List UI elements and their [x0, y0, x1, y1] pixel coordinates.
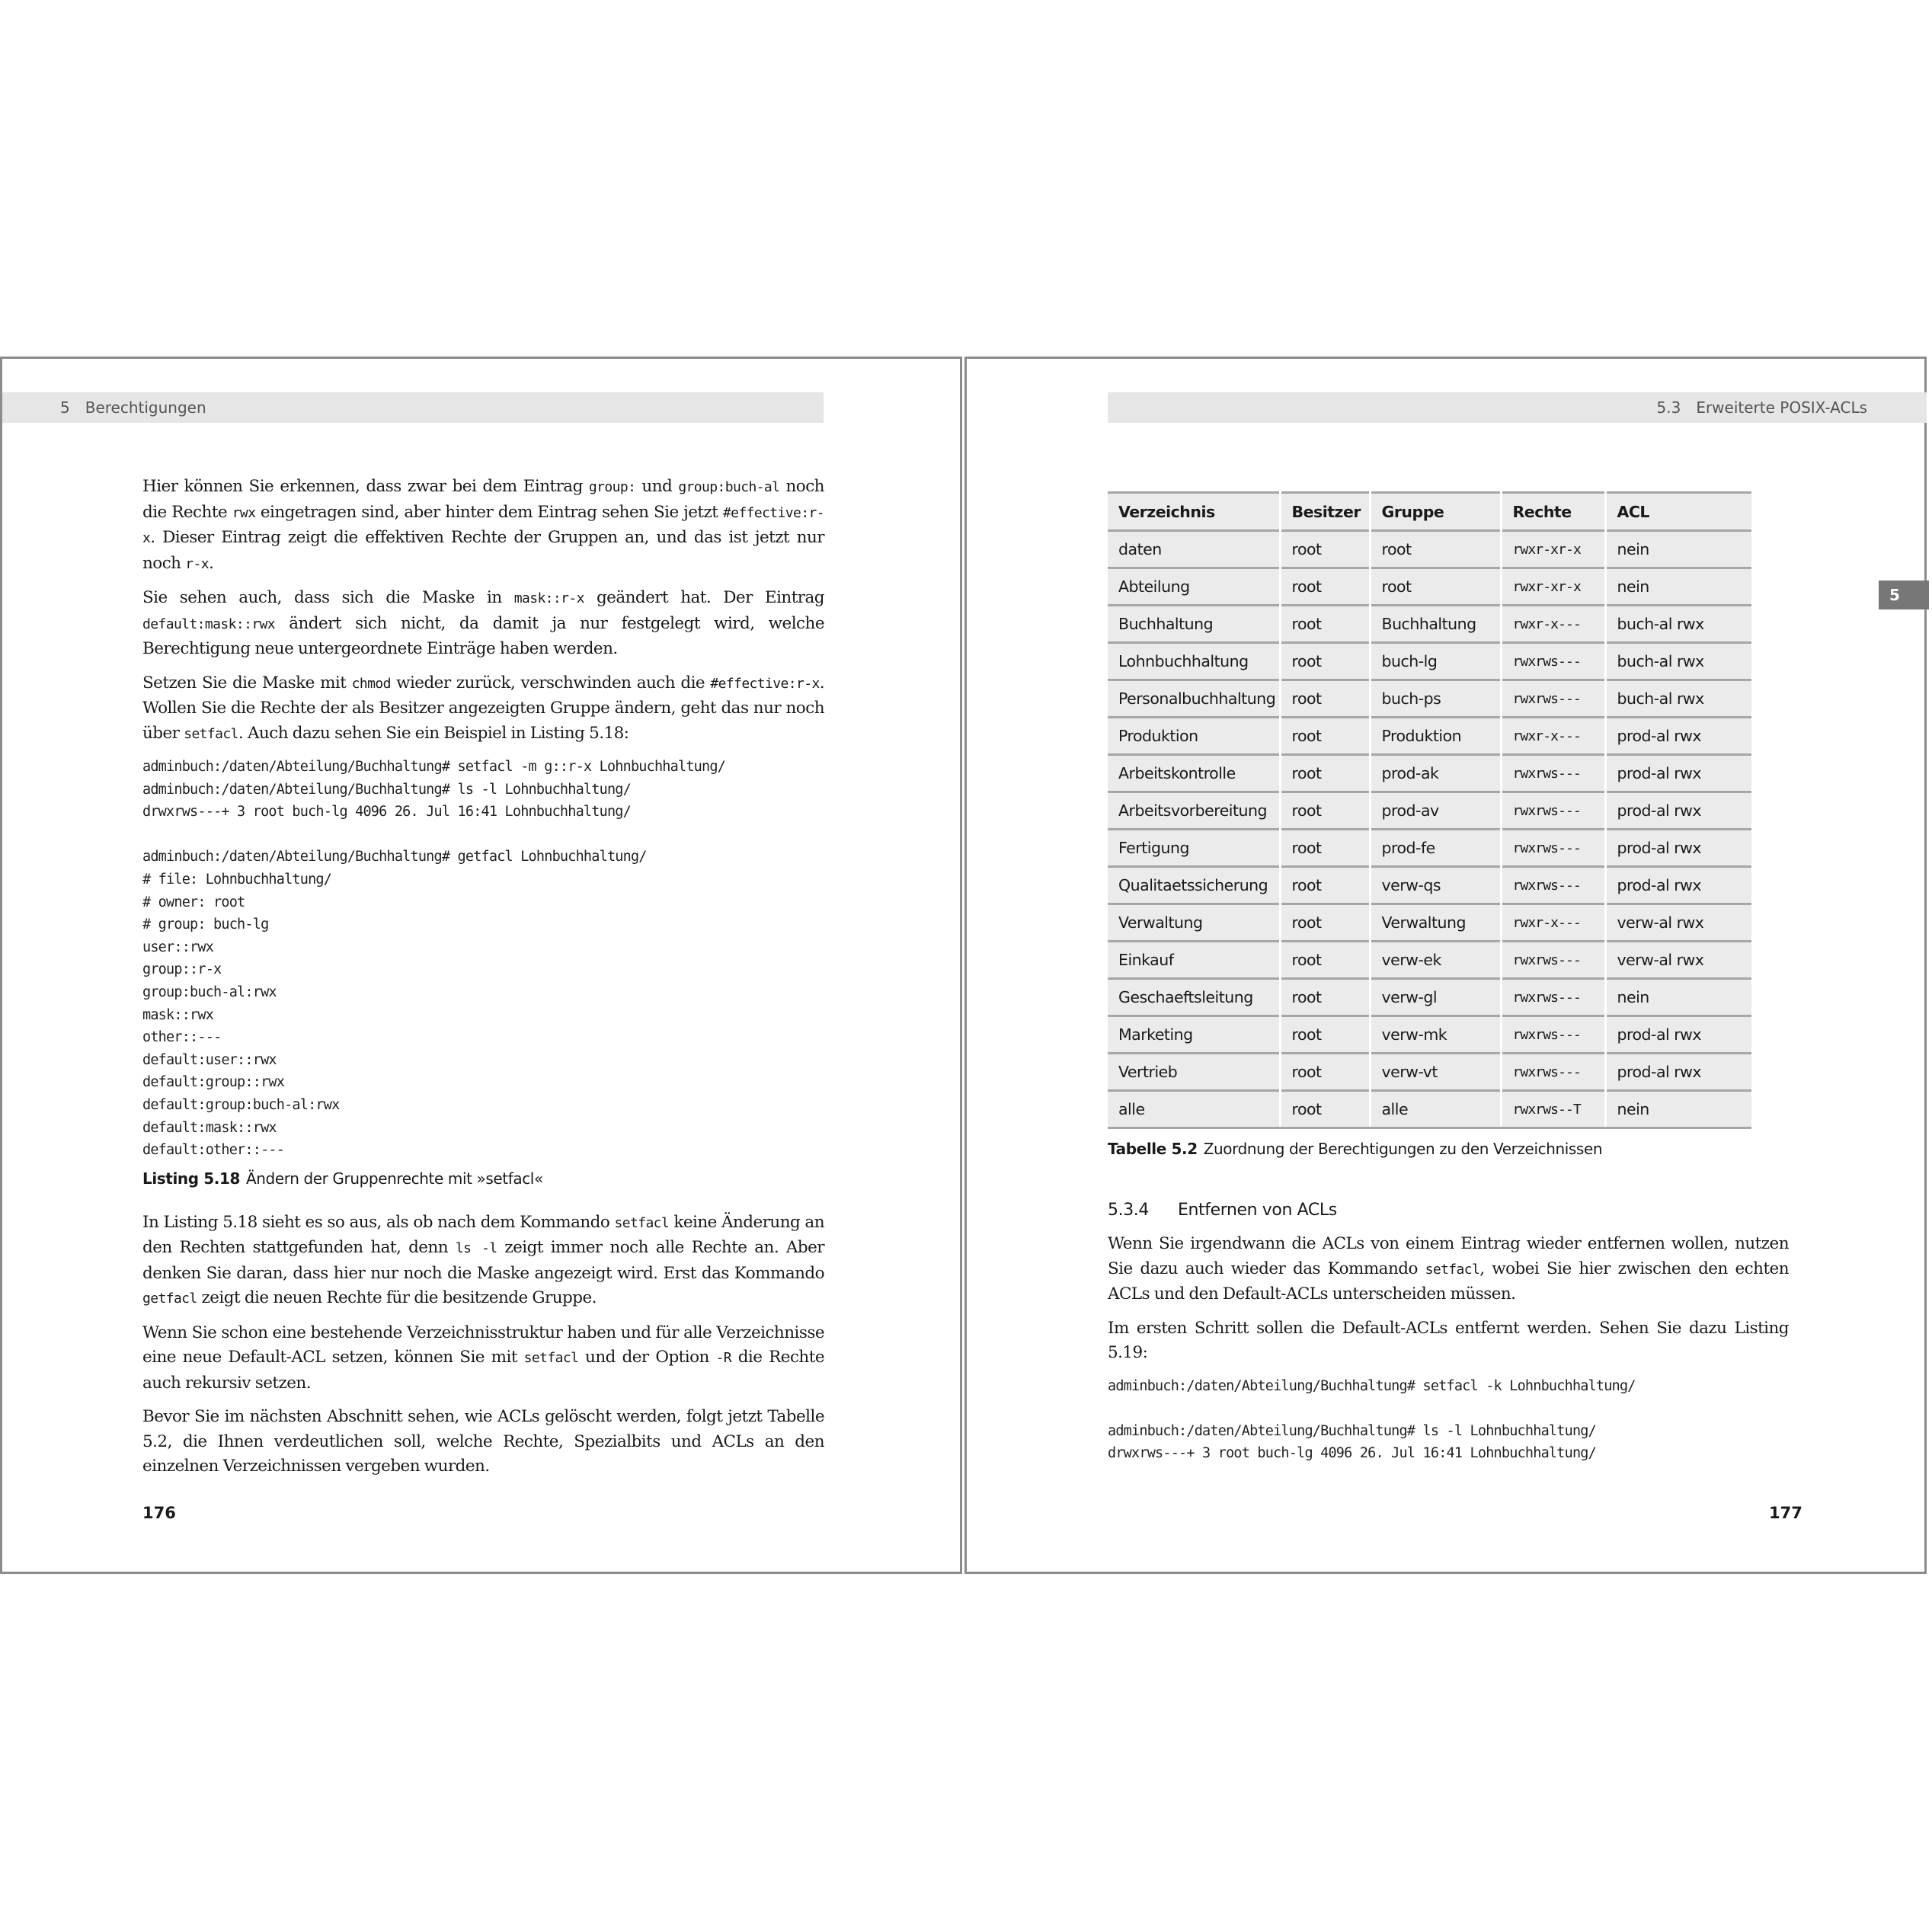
- table-cell: Produktion: [1108, 718, 1280, 755]
- table-cell: Verwaltung: [1108, 904, 1280, 942]
- table-cell: Abteilung: [1108, 568, 1280, 606]
- table-cell: root: [1370, 568, 1501, 606]
- caption-text: Ändern der Gruppenrechte mit »setfacl«: [245, 1169, 543, 1188]
- table-cell: Fertigung: [1108, 830, 1280, 867]
- running-head: [2, 392, 824, 423]
- caption-label: Listing 5.18: [142, 1169, 240, 1188]
- table-header-cell: ACL: [1605, 493, 1751, 531]
- table-cell: root: [1280, 755, 1370, 792]
- table-cell: Arbeitsvorbereitung: [1108, 792, 1280, 830]
- code-listing: adminbuch:/daten/Abteilung/Buchhaltung# setfacl -m g::r-x Lohnbuchhaltung/ adminbuch:/daten/Abteilung/Buchhaltung# ls -l Lohnbuchhaltung/ drwxrws---+ 3 root buch-lg 4096 26. Jul 16:41 Lohnbuchhaltung/ adminbuch:/daten/Abteilung/Buchhaltung# getfacl Lohnbuchhaltung/ # file: Lohnbuchhaltung/ # owner: root # group: buch-lg user::rwx group::r-x group:buch-al:rwx mask::rwx other::--- default:user::rwx default:group::rwx default:group:buch-al:rwx default:mask::rwx default:other::---: [142, 759, 726, 1159]
- table-cell: prod-av: [1370, 792, 1501, 830]
- table-cell: rwxr-xr-x: [1501, 531, 1605, 568]
- table-cell: root: [1280, 606, 1370, 643]
- table-cell: rwxr-xr-x: [1501, 568, 1605, 606]
- table-cell: nein: [1605, 531, 1751, 568]
- table-row: [1108, 680, 1751, 718]
- table-row: [1108, 1054, 1751, 1091]
- table-cell: buch-al rwx: [1605, 680, 1751, 718]
- table-cell: Buchhaltung: [1108, 606, 1280, 643]
- right-page: [964, 357, 1927, 1574]
- table-cell: buch-al rwx: [1605, 606, 1751, 643]
- section-heading: [1108, 1201, 1789, 1220]
- table-cell: verw-al rwx: [1605, 942, 1751, 979]
- table-cell: root: [1280, 1091, 1370, 1128]
- table-row: [1108, 830, 1751, 867]
- table-header-cell: Besitzer: [1280, 493, 1370, 531]
- table-header-row: [1108, 493, 1751, 531]
- table-cell: rwxr-x---: [1501, 904, 1605, 942]
- table-row: [1108, 718, 1751, 755]
- table-cell: prod-al rwx: [1605, 792, 1751, 830]
- table-row: [1108, 606, 1751, 643]
- table-cell: root: [1280, 718, 1370, 755]
- table-cell: Buchhaltung: [1370, 606, 1501, 643]
- table-row: [1108, 867, 1751, 904]
- table-cell: Personalbuchhaltung: [1108, 680, 1280, 718]
- section-heading-number: 5.3.4: [1108, 1201, 1149, 1220]
- table-row: [1108, 1091, 1751, 1128]
- paragraph: Bevor Sie im nächsten Abschnitt sehen, wie ACLs gelöscht werden, folgt jetzt Tabelle 5.2, die Ihnen verdeutlichen soll, welche Rechte, Spezialbits und ACLs an den einzelnen Verzeichnissen vergeben wurden.: [142, 1407, 824, 1476]
- table-body: [1108, 531, 1751, 1128]
- table-cell: Produktion: [1370, 718, 1501, 755]
- table-cell: root: [1280, 792, 1370, 830]
- table-header-cell: Gruppe: [1370, 493, 1501, 531]
- table-cell: Einkauf: [1108, 942, 1280, 979]
- table-cell: rwxrws---: [1501, 680, 1605, 718]
- page-number: 176: [142, 1504, 176, 1522]
- table-cell: Arbeitskontrolle: [1108, 755, 1280, 792]
- listing-caption: [142, 1169, 824, 1188]
- table-cell: nein: [1605, 979, 1751, 1016]
- table-cell: rwxr-x---: [1501, 606, 1605, 643]
- table-caption: [1108, 1140, 1789, 1158]
- table-cell: Verwaltung: [1370, 904, 1501, 942]
- table-cell: Geschaeftsleitung: [1108, 979, 1280, 1016]
- table-cell: nein: [1605, 568, 1751, 606]
- table-cell: root: [1280, 1054, 1370, 1091]
- table-cell: Lohnbuchhaltung: [1108, 643, 1280, 680]
- table-cell: root: [1280, 643, 1370, 680]
- table-cell: prod-al rwx: [1605, 1054, 1751, 1091]
- table-cell: prod-al rwx: [1605, 718, 1751, 755]
- table-header-cell: Verzeichnis: [1108, 493, 1280, 531]
- table-cell: rwxrws---: [1501, 792, 1605, 830]
- paragraph: In Listing 5.18 sieht es so aus, als ob nach dem Kommando setfacl keine Änderung an den Rechten stattgefunden hat, denn ls -l zeigt immer noch alle Rechte an. Aber denken Sie daran, dass hier nur noch die Maske angezeigt wird. Erst das Kommando getfacl zeigt die neuen Rechte für die besitzende Gruppe.: [142, 1212, 824, 1308]
- table-cell: root: [1280, 1016, 1370, 1054]
- table-cell: nein: [1605, 1091, 1751, 1128]
- permissions-table: [1108, 491, 1751, 1129]
- table-cell: prod-al rwx: [1605, 867, 1751, 904]
- table-cell: rwxrws---: [1501, 643, 1605, 680]
- table-cell: buch-ps: [1370, 680, 1501, 718]
- table-cell: alle: [1370, 1091, 1501, 1128]
- table-cell: prod-al rwx: [1605, 830, 1751, 867]
- table-cell: verw-gl: [1370, 979, 1501, 1016]
- table-cell: root: [1280, 942, 1370, 979]
- table-cell: root: [1280, 904, 1370, 942]
- paragraph: Im ersten Schritt sollen die Default-ACLs entfernt werden. Sehen Sie dazu Listing 5.19:: [1108, 1318, 1789, 1362]
- table-row: [1108, 979, 1751, 1016]
- table-row: [1108, 531, 1751, 568]
- table-cell: verw-al rwx: [1605, 904, 1751, 942]
- table-cell: root: [1280, 680, 1370, 718]
- page-number: 177: [1769, 1504, 1802, 1522]
- table-cell: rwxrws---: [1501, 755, 1605, 792]
- paragraph: Wenn Sie irgendwann die ACLs von einem Eintrag wieder entfernen wollen, nutzen Sie dazu auch wieder das Kommando setfacl, wobei Sie hier zwischen den echten ACLs und den Default-ACLs unterscheiden müssen.: [1108, 1234, 1790, 1303]
- table-cell: root: [1280, 867, 1370, 904]
- paragraph: Hier können Sie erkennen, dass zwar bei dem Eintrag group: und group:buch-al noch die Rechte rwx eingetragen sind, aber hinter dem Eintrag sehen Sie jetzt #effective:r-x. Dieser Eintrag zeigt die effektiven Rechte der Gruppen an, und das ist jetzt nur noch r-x.: [142, 477, 824, 573]
- table-cell: root: [1280, 568, 1370, 606]
- paragraph: Setzen Sie die Maske mit chmod wieder zurück, verschwinden auch die #effective:r-x. Wollen Sie die Rechte der als Besitzer angezeigten Gruppe ändern, geht das nur noch über setfacl. Auch dazu sehen Sie ein Beispiel in Listing 5.18:: [142, 673, 824, 743]
- table-row: [1108, 643, 1751, 680]
- table-row: [1108, 942, 1751, 979]
- table-cell: verw-qs: [1370, 867, 1501, 904]
- table-cell: rwxrws---: [1501, 1054, 1605, 1091]
- table-cell: verw-vt: [1370, 1054, 1501, 1091]
- table-cell: buch-al rwx: [1605, 643, 1751, 680]
- table-cell: rwxr-x---: [1501, 718, 1605, 755]
- table-cell: rwxrws---: [1501, 867, 1605, 904]
- chapter-tab: 5: [1879, 581, 1929, 609]
- table-cell: prod-al rwx: [1605, 755, 1751, 792]
- paragraph: Sie sehen auch, dass sich die Maske in mask::r-x geändert hat. Der Eintrag default:mask::rwx ändert sich nicht, da damit ja nur festgelegt wird, welche Berechtigung neue untergeordnete Einträge haben werden.: [142, 588, 824, 658]
- table-cell: buch-lg: [1370, 643, 1501, 680]
- table-row: [1108, 792, 1751, 830]
- table-cell: rwxrws---: [1501, 979, 1605, 1016]
- table-cell: prod-ak: [1370, 755, 1501, 792]
- table-header-cell: Rechte: [1501, 493, 1605, 531]
- table-cell: verw-ek: [1370, 942, 1501, 979]
- table-cell: rwxrws--T: [1501, 1091, 1605, 1128]
- table-row: [1108, 568, 1751, 606]
- running-head: [1108, 392, 1927, 423]
- table-row: [1108, 1016, 1751, 1054]
- table-cell: root: [1280, 830, 1370, 867]
- caption-text: Zuordnung der Berechtigungen zu den Verzeichnissen: [1203, 1140, 1603, 1158]
- table-cell: root: [1280, 979, 1370, 1016]
- paragraph: Wenn Sie schon eine bestehende Verzeichnisstruktur haben und für alle Verzeichnisse eine neue Default-ACL setzen, können Sie mit setfacl und der Option -R die Rechte auch rekursiv setzen.: [142, 1323, 824, 1393]
- code-listing: adminbuch:/daten/Abteilung/Buchhaltung# setfacl -k Lohnbuchhaltung/ adminbuch:/daten/Abteilung/Buchhaltung# ls -l Lohnbuchhaltung/ drwxrws---+ 3 root buch-lg 4096 26. Jul 16:41 Lohnbuchhaltung/: [1108, 1377, 1636, 1462]
- table-cell: Vertrieb: [1108, 1054, 1280, 1091]
- chapter-title: Berechtigungen: [85, 398, 206, 417]
- table-row: [1108, 904, 1751, 942]
- section-title: Erweiterte POSIX-ACLs: [1696, 398, 1867, 417]
- table-cell: alle: [1108, 1091, 1280, 1128]
- table-cell: prod-al rwx: [1605, 1016, 1751, 1054]
- table-cell: Qualitaetssicherung: [1108, 867, 1280, 904]
- table-row: [1108, 755, 1751, 792]
- section-number: 5.3: [1656, 398, 1681, 417]
- table-cell: daten: [1108, 531, 1280, 568]
- table-cell: root: [1280, 531, 1370, 568]
- chapter-number: 5: [60, 398, 70, 417]
- left-page: [0, 357, 962, 1574]
- section-heading-title: Entfernen von ACLs: [1177, 1201, 1337, 1220]
- left-content: [142, 475, 824, 1489]
- table-cell: rwxrws---: [1501, 942, 1605, 979]
- table-cell: rwxrws---: [1501, 830, 1605, 867]
- table-cell: verw-mk: [1370, 1016, 1501, 1054]
- table-cell: Marketing: [1108, 1016, 1280, 1054]
- table-cell: root: [1370, 531, 1501, 568]
- table-cell: rwxrws---: [1501, 1016, 1605, 1054]
- table-cell: prod-fe: [1370, 830, 1501, 867]
- caption-label: Tabelle 5.2: [1108, 1140, 1198, 1158]
- right-content: [1108, 491, 1789, 1473]
